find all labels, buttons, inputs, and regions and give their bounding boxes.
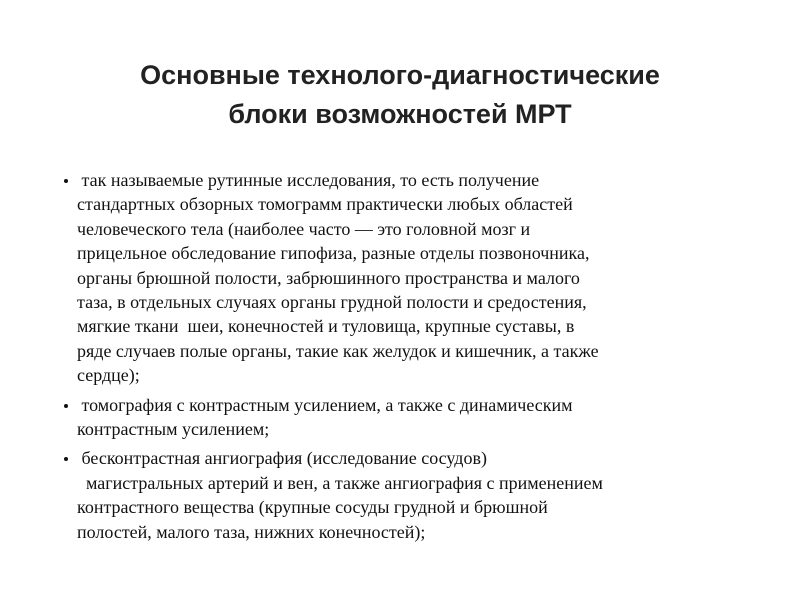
bullet-text-line: прицельное обследование гипофиза, разные отделы позвоночника, (77, 243, 590, 264)
bullet-item-routine-studies (58, 168, 758, 388)
bullet-text-line: мягкие ткани шеи, конечностей и туловища, крупные суставы, в (77, 316, 575, 337)
bullet-text-line: полостей, малого таза, нижних конечностей); (77, 521, 426, 542)
bullet-text-line: контрастного вещества (крупные сосуды грудной и брюшной (77, 497, 548, 518)
bullet-text-line: бесконтрастная ангиография (исследование сосудов) (77, 448, 487, 469)
bullet-dot-icon (64, 404, 68, 408)
title-line-2: блоки возможностей МРТ (228, 99, 572, 129)
bullet-text-line: ряде случаев полые органы, такие как желудок и кишечник, а также (77, 340, 599, 361)
bullet-item-contrast-tomography (58, 393, 758, 442)
bullet-dot-icon (64, 179, 68, 183)
bullet-text-line: стандартных обзорных томограмм практически любых областей (77, 194, 573, 215)
bullet-dot-icon (64, 457, 68, 461)
bullet-list (58, 168, 758, 549)
bullet-text-line: магистральных артерий и вен, а также ангиография с применением (77, 472, 603, 493)
bullet-item-angiography (58, 446, 758, 544)
title-line-1: Основные технолого-диагностические (140, 60, 660, 90)
bullet-text-line: человеческого тела (наиболее часто — это головной мозг и (77, 218, 531, 239)
bullet-text-line: томография с контрастным усилением, а также с динамическим (77, 394, 573, 415)
bullet-text-line: таза, в отдельных случаях органы грудной полости и средостения, (77, 292, 587, 313)
bullet-text-line: сердце); (77, 365, 140, 386)
bullet-text-line: контрастным усилением; (77, 419, 270, 440)
slide-title (40, 56, 760, 134)
bullet-text-line: так называемые рутинные исследования, то есть получение (77, 170, 540, 190)
bullet-text-line: органы брюшной полости, забрюшинного пространства и малого (77, 267, 580, 288)
